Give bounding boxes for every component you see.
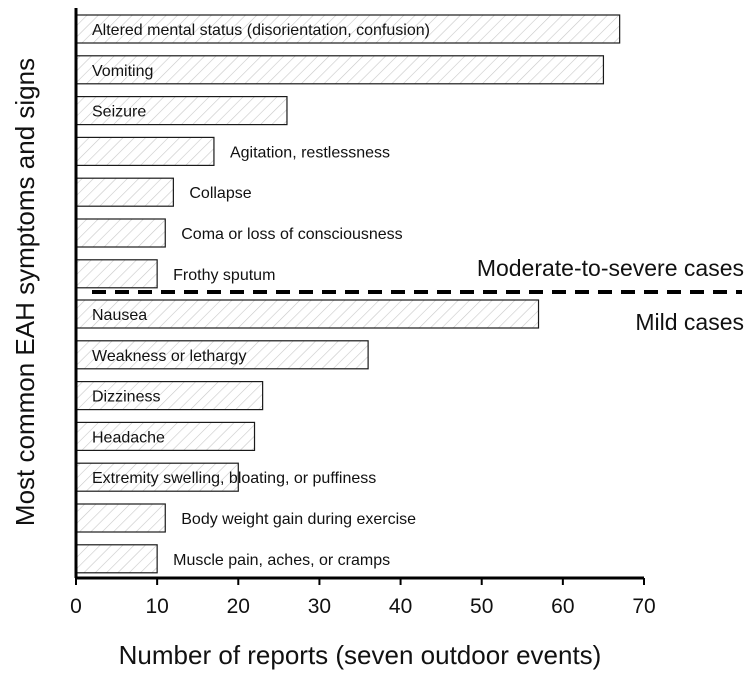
group-label-moderate-to-severe: Moderate-to-severe cases (476, 255, 744, 281)
bar-label-frothy-sputum: Frothy sputum (173, 266, 276, 284)
x-tick-label-50: 50 (470, 595, 494, 618)
bar-body-weight-gain-during-exercise (76, 504, 165, 532)
bar-label-agitation-restlessness: Agitation, restlessness (229, 144, 391, 162)
x-tick-label-60: 60 (551, 595, 575, 618)
bar-label-seizure: Seizure (92, 103, 147, 121)
bar-label-altered-mental-status-disorientation-confusion: Altered mental status (disorientation, confusion) (92, 22, 430, 39)
bar-label-collapse: Collapse (189, 185, 252, 203)
bar-label-dizziness: Dizziness (92, 388, 161, 406)
bar-agitation-restlessness (76, 137, 214, 165)
x-axis-title: Number of reports (seven outdoor events) (118, 640, 602, 670)
bar-label-nausea: Nausea (92, 307, 148, 324)
x-tick-label-30: 30 (307, 595, 332, 618)
bar-label-weakness-or-lethargy: Weakness or lethargy (92, 347, 247, 365)
bar-label-headache: Headache (92, 429, 165, 447)
bar-label-vomiting: Vomiting (92, 62, 154, 80)
bar-vomiting (76, 56, 603, 84)
bar-collapse (76, 178, 173, 206)
bar-label-body-weight-gain-during-exercise: Body weight gain during exercise (181, 511, 417, 528)
x-tick-label-20: 20 (226, 595, 250, 618)
group-label-mild: Mild cases (635, 309, 744, 335)
x-tick-label-0: 0 (70, 595, 82, 618)
bar-label-extremity-swelling-bloating-or-puffiness: Extremity swelling, bloating, or puffiness (92, 470, 377, 488)
bar-label-muscle-pain-aches-or-cramps: Muscle pain, aches, or cramps (173, 551, 391, 569)
y-axis-title: Most common EAH symptoms and signs (10, 57, 40, 527)
x-tick-label-40: 40 (388, 595, 413, 618)
bar-muscle-pain-aches-or-cramps (76, 545, 157, 573)
x-ticks-layer (70, 578, 656, 618)
x-tick-label-10: 10 (145, 595, 169, 618)
bar-label-coma-or-loss-of-consciousness: Coma or loss of consciousness (181, 226, 403, 243)
bar-frothy-sputum (76, 260, 157, 288)
x-tick-label-70: 70 (632, 595, 656, 618)
bar-coma-or-loss-of-consciousness (76, 219, 165, 247)
